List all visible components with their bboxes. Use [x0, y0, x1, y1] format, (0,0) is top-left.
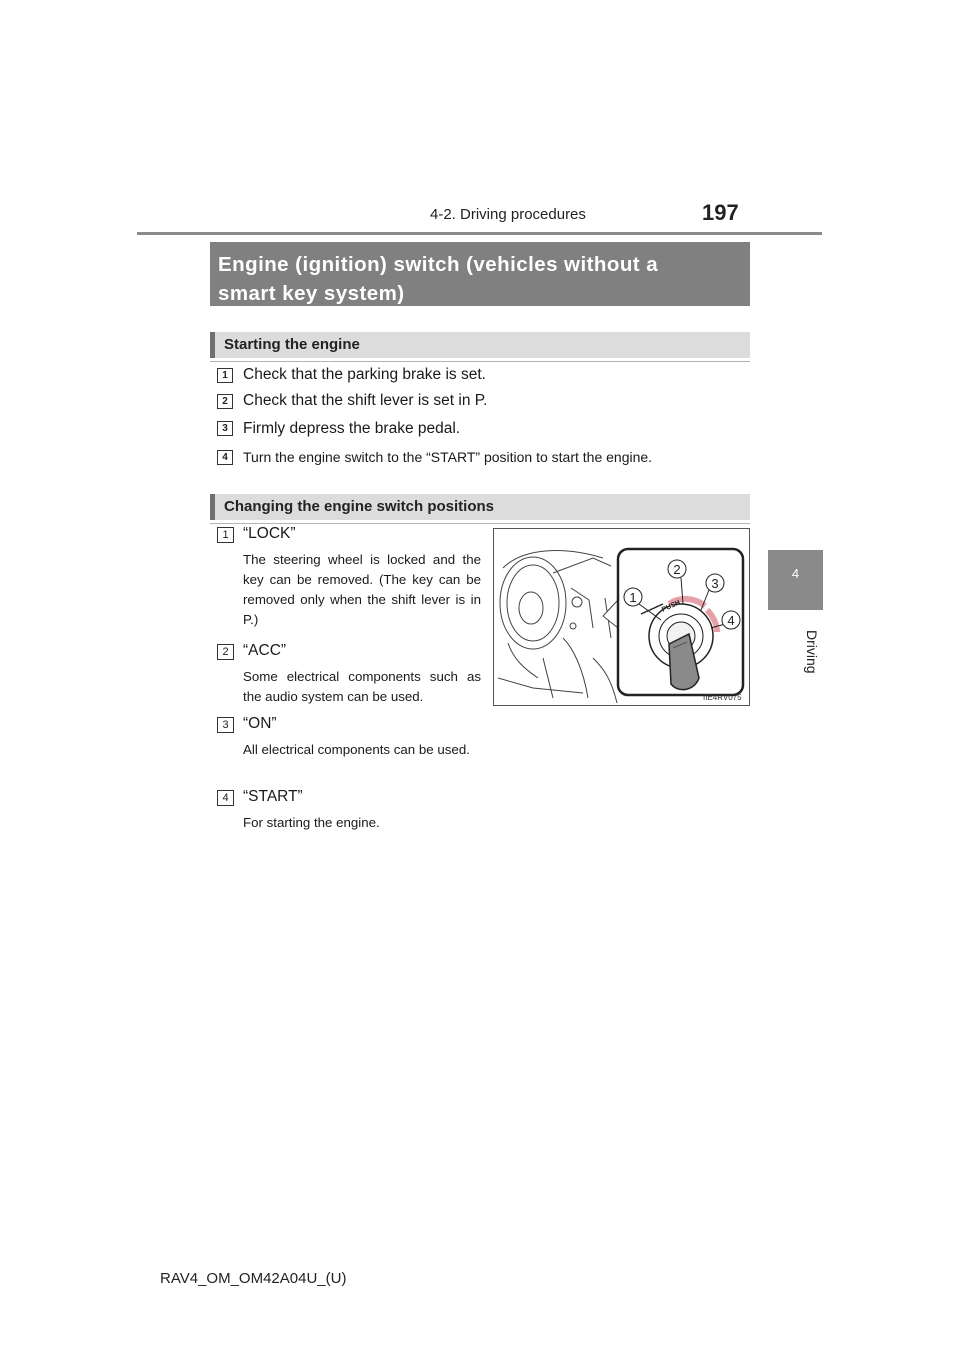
position-desc: Some electrical components such as the audio system can be used.	[243, 669, 481, 704]
page-title-line-1: Engine (ignition) switch (vehicles without a	[218, 253, 659, 276]
position-title: “LOCK”	[243, 525, 296, 542]
position-title: “ON”	[243, 715, 277, 732]
step-text: Turn the engine switch to the “START” position to start the engine.	[243, 449, 653, 465]
footer-manual-code: RAV4_OM_OM42A04U_(U)	[160, 1270, 347, 1287]
position-number: 1	[217, 527, 234, 543]
page-number: 197	[702, 200, 739, 225]
step-text: Check that the parking brake is set.	[243, 366, 486, 383]
chapter-label: Driving	[804, 630, 820, 674]
position-desc: All electrical components can be used.	[243, 742, 470, 757]
illustration-callout: 2	[673, 562, 681, 577]
starting-heading: Starting the engine	[210, 332, 750, 358]
divider	[210, 361, 750, 362]
step-number: 3	[217, 421, 233, 436]
position-number: 2	[217, 644, 234, 660]
position-desc: For starting the engine.	[243, 815, 380, 830]
illustration-code: IIE4RV075	[703, 693, 742, 702]
illustration-callout: 3	[711, 576, 719, 591]
page-title-line-2: smart key system)	[218, 282, 405, 305]
page-title	[210, 242, 750, 306]
changing-heading: Changing the engine switch positions	[210, 494, 750, 520]
position-number: 4	[217, 790, 234, 806]
illustration-callout: 4	[727, 613, 735, 628]
ignition-key-switch-illustration	[493, 528, 750, 706]
step-text: Firmly depress the brake pedal.	[243, 420, 461, 437]
step-text: Check that the shift lever is set in P.	[243, 392, 488, 409]
position-title: “ACC”	[243, 642, 287, 659]
step-number: 1	[217, 368, 233, 383]
step-number: 2	[217, 394, 233, 409]
header-rule	[137, 232, 822, 235]
chapter-number: 4	[791, 566, 800, 581]
illustration-callout: 1	[629, 590, 637, 605]
position-title: “START”	[243, 788, 303, 805]
position-desc: The steering wheel is locked and the key can be removed. (The key can be removed only when the shift lever is in P.)	[243, 552, 481, 627]
position-number: 3	[217, 717, 234, 733]
step-number: 4	[217, 450, 233, 465]
section-title: 4-2. Driving procedures	[430, 206, 586, 223]
divider	[210, 523, 750, 524]
switch-push-label: PUSH	[660, 599, 682, 614]
